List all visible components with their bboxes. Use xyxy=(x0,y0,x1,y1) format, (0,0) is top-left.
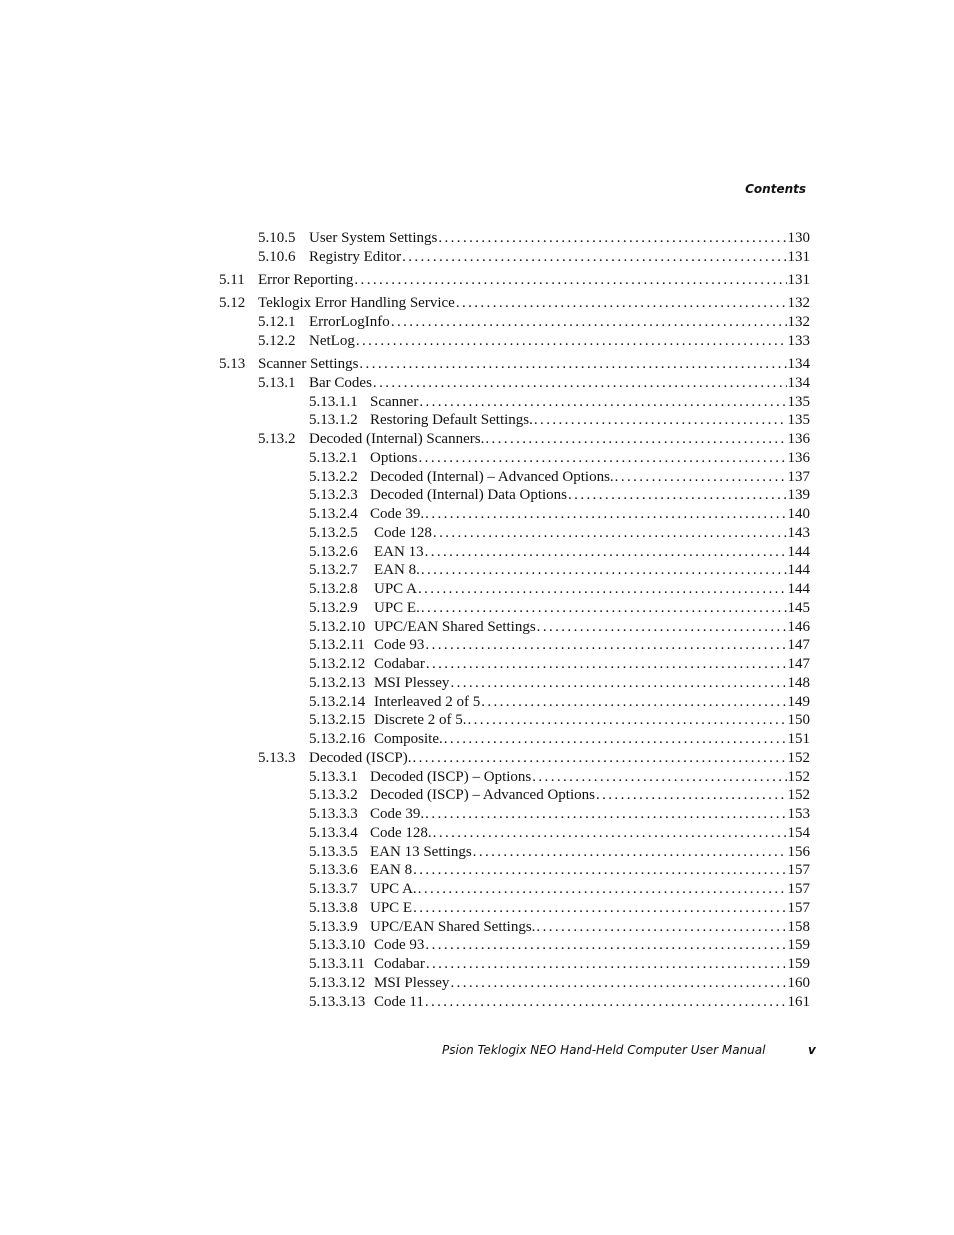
toc-entry-number: 5.13.3 xyxy=(258,750,296,766)
toc-entry-page: 132 xyxy=(787,295,810,311)
toc-entry[interactable] xyxy=(258,375,810,395)
toc-entry[interactable] xyxy=(309,731,810,751)
toc-entry-title: Code 128. xyxy=(370,825,432,841)
toc-dot-leader xyxy=(481,694,786,711)
toc-entry[interactable] xyxy=(309,544,810,564)
toc-entry-number: 5.13.2.15 xyxy=(309,712,366,728)
toc-entry-page: 140 xyxy=(787,506,810,522)
toc-entry-title: UPC A xyxy=(374,581,417,597)
toc-entry-page: 130 xyxy=(787,230,810,246)
toc-dot-leader xyxy=(450,675,786,692)
toc-entry[interactable] xyxy=(309,506,810,526)
toc-entry-page: 144 xyxy=(787,544,810,560)
toc-entry-number: 5.13.3.11 xyxy=(309,956,365,972)
toc-entry-title: EAN 8. xyxy=(374,562,420,578)
toc-dot-leader xyxy=(444,731,787,748)
toc-dot-leader xyxy=(615,469,787,486)
toc-dot-leader xyxy=(359,356,786,373)
toc-entry-title: Decoded (ISCP) – Options xyxy=(370,769,532,785)
toc-dot-leader xyxy=(485,431,786,448)
toc-entry[interactable] xyxy=(309,581,810,601)
toc-dot-leader xyxy=(426,656,787,673)
toc-dot-leader xyxy=(425,994,787,1011)
toc-entry[interactable] xyxy=(309,937,810,957)
toc-entry-title: Decoded (Internal) Scanners. xyxy=(309,431,485,447)
toc-entry-page: 132 xyxy=(787,314,810,330)
toc-entry-number: 5.13 xyxy=(219,356,246,372)
toc-entry-title: Scanner Settings xyxy=(258,356,359,372)
toc-entry-page: 157 xyxy=(787,900,810,916)
toc-dot-leader xyxy=(419,394,786,411)
toc-dot-leader xyxy=(467,712,786,729)
toc-entry-page: 147 xyxy=(787,637,810,653)
toc-entry-title: EAN 8 xyxy=(370,862,413,878)
toc-entry-title: UPC E. xyxy=(374,600,420,616)
toc-entry[interactable] xyxy=(309,787,810,807)
toc-entry-page: 144 xyxy=(787,562,810,578)
toc-entry-page: 136 xyxy=(787,431,810,447)
toc-entry-title: Decoded (Internal) Data Options xyxy=(370,487,568,503)
toc-entry-title: Code 93 xyxy=(374,637,425,653)
toc-entry-number: 5.13.2.16 xyxy=(309,731,366,747)
toc-entry-page: 157 xyxy=(787,881,810,897)
toc-entry-page: 148 xyxy=(787,675,810,691)
toc-entry[interactable] xyxy=(258,431,810,451)
toc-entry-number: 5.11 xyxy=(219,272,245,288)
toc-entry-page: 133 xyxy=(787,333,810,349)
toc-entry-title: Code 39. xyxy=(370,506,425,522)
toc-entry-number: 5.13.3.5 xyxy=(309,844,358,860)
toc-entry-title: MSI Plessey xyxy=(374,675,450,691)
toc-entry-page: 139 xyxy=(787,487,810,503)
toc-dot-leader xyxy=(425,544,787,561)
toc-entry[interactable] xyxy=(309,825,810,845)
toc-entry[interactable] xyxy=(258,333,810,353)
toc-entry-number: 5.13.2.1 xyxy=(309,450,358,466)
toc-dot-leader xyxy=(418,881,787,898)
toc-entry-number: 5.13.2.8 xyxy=(309,581,358,597)
toc-dot-leader xyxy=(433,825,787,842)
toc-entry-number: 5.13.3.1 xyxy=(309,769,358,785)
toc-entry[interactable] xyxy=(258,249,810,269)
toc-dot-leader xyxy=(456,295,787,312)
toc-dot-leader xyxy=(402,249,786,266)
toc-entry-page: 159 xyxy=(787,956,810,972)
toc-entry[interactable] xyxy=(309,525,810,545)
toc-dot-leader xyxy=(450,975,786,992)
toc-entry-page: 149 xyxy=(787,694,810,710)
toc-entry[interactable] xyxy=(309,637,810,657)
toc-entry-page: 134 xyxy=(787,356,810,372)
toc-entry-title: EAN 13 xyxy=(374,544,424,560)
toc-dot-leader xyxy=(537,619,787,636)
toc-entry-page: 135 xyxy=(787,394,810,410)
toc-entry-title: UPC E xyxy=(370,900,413,916)
toc-entry-page: 144 xyxy=(787,581,810,597)
toc-entry-number: 5.13.2.14 xyxy=(309,694,366,710)
toc-entry[interactable] xyxy=(309,806,810,826)
toc-entry-title: Scanner xyxy=(370,394,419,410)
toc-entry-page: 158 xyxy=(787,919,810,935)
toc-entry-number: 5.13.2.5 xyxy=(309,525,358,541)
toc-entry[interactable] xyxy=(258,750,810,770)
toc-entry-title: Code 93 xyxy=(374,937,425,953)
toc-entry[interactable] xyxy=(309,656,810,676)
toc-dot-leader xyxy=(419,450,787,467)
toc-dot-leader xyxy=(356,333,787,350)
toc-dot-leader xyxy=(354,272,786,289)
footer-page-number: v xyxy=(808,1043,816,1057)
toc-entry[interactable] xyxy=(309,712,810,732)
toc-entry-title: Interleaved 2 of 5 xyxy=(374,694,481,710)
toc-entry-title: NetLog xyxy=(309,333,355,349)
toc-dot-leader xyxy=(596,787,787,804)
toc-dot-leader xyxy=(421,600,787,617)
toc-entry-page: 160 xyxy=(787,975,810,991)
toc-entry-page: 145 xyxy=(787,600,810,616)
toc-entry-page: 156 xyxy=(787,844,810,860)
toc-entry-title: User System Settings xyxy=(309,230,438,246)
toc-entry-title: Teklogix Error Handling Service xyxy=(258,295,455,311)
toc-entry-number: 5.12.2 xyxy=(258,333,296,349)
toc-entry-number: 5.13.2.4 xyxy=(309,506,358,522)
toc-entry-title: Restoring Default Settings. xyxy=(370,412,533,428)
toc-entry-title: ErrorLogInfo xyxy=(309,314,390,330)
toc-dot-leader xyxy=(412,750,786,767)
toc-entry[interactable] xyxy=(258,230,810,250)
toc-entry[interactable] xyxy=(309,394,810,414)
toc-entry-number: 5.13.3.13 xyxy=(309,994,366,1010)
toc-entry-page: 153 xyxy=(787,806,810,822)
toc-entry-number: 5.10.6 xyxy=(258,249,296,265)
toc-dot-leader xyxy=(433,525,787,542)
toc-dot-leader xyxy=(413,900,786,917)
toc-entry-number: 5.13.2.2 xyxy=(309,469,358,485)
toc-entry[interactable] xyxy=(309,956,810,976)
toc-dot-leader xyxy=(473,844,787,861)
toc-entry-number: 5.13.2.11 xyxy=(309,637,365,653)
toc-entry-page: 150 xyxy=(787,712,810,728)
toc-entry-number: 5.13.3.9 xyxy=(309,919,358,935)
toc-dot-leader xyxy=(534,412,787,429)
toc-entry-page: 136 xyxy=(787,450,810,466)
toc-entry-number: 5.13.2.7 xyxy=(309,562,358,578)
toc-entry-number: 5.13.2.13 xyxy=(309,675,366,691)
toc-entry[interactable] xyxy=(309,675,810,695)
toc-entry[interactable] xyxy=(309,562,810,582)
toc-dot-leader xyxy=(425,937,786,954)
toc-entry[interactable] xyxy=(309,412,810,432)
toc-entry-title: Code 11 xyxy=(374,994,424,1010)
toc-entry[interactable] xyxy=(309,862,810,882)
toc-entry-title: Bar Codes xyxy=(309,375,372,391)
toc-entry[interactable] xyxy=(309,844,810,864)
toc-entry-number: 5.13.3.3 xyxy=(309,806,358,822)
toc-entry-title: UPC/EAN Shared Settings xyxy=(374,619,536,635)
toc-entry-page: 131 xyxy=(787,272,810,288)
toc-entry-number: 5.13.2 xyxy=(258,431,296,447)
toc-dot-leader xyxy=(425,637,786,654)
footer-manual-title: Psion Teklogix NEO Hand-Held Computer User Manual xyxy=(442,1043,766,1057)
toc-dot-leader xyxy=(438,230,786,247)
toc-entry-title: Error Reporting xyxy=(258,272,354,288)
toc-entry-page: 157 xyxy=(787,862,810,878)
toc-entry-title: Decoded (ISCP). xyxy=(309,750,412,766)
toc-entry-page: 131 xyxy=(787,249,810,265)
toc-entry-title: EAN 13 Settings xyxy=(370,844,472,860)
toc-entry-title: Decoded (ISCP) – Advanced Options xyxy=(370,787,595,803)
toc-entry-number: 5.13.2.12 xyxy=(309,656,366,672)
toc-entry-title: Code 39. xyxy=(370,806,425,822)
toc-entry-number: 5.13.2.3 xyxy=(309,487,358,503)
toc-dot-leader xyxy=(536,919,786,936)
toc-entry-number: 5.12.1 xyxy=(258,314,296,330)
toc-entry-number: 5.13.3.2 xyxy=(309,787,358,803)
toc-entry-title: UPC A. xyxy=(370,881,417,897)
toc-entry-title: UPC/EAN Shared Settings. xyxy=(370,919,536,935)
toc-dot-leader xyxy=(426,956,787,973)
toc-entry-page: 135 xyxy=(787,412,810,428)
toc-dot-leader xyxy=(373,375,787,392)
running-header: Contents xyxy=(745,182,806,196)
toc-entry-number: 5.13.3.10 xyxy=(309,937,366,953)
toc-entry-number: 5.12 xyxy=(219,295,246,311)
toc-entry-title: Discrete 2 of 5. xyxy=(374,712,467,728)
toc-entry[interactable] xyxy=(258,314,810,334)
toc-entry-title: Code 128 xyxy=(374,525,432,541)
toc-dot-leader xyxy=(568,487,786,504)
toc-entry-page: 146 xyxy=(787,619,810,635)
toc-entry-number: 5.13.1.2 xyxy=(309,412,358,428)
toc-entry[interactable] xyxy=(309,469,810,489)
toc-entry-page: 134 xyxy=(787,375,810,391)
toc-entry-number: 5.13.3.7 xyxy=(309,881,358,897)
toc-entry-page: 161 xyxy=(787,994,810,1010)
toc-dot-leader xyxy=(421,562,787,579)
toc-dot-leader xyxy=(532,769,786,786)
toc-entry-number: 5.13.3.12 xyxy=(309,975,366,991)
toc-entry-page: 151 xyxy=(787,731,810,747)
toc-entry[interactable] xyxy=(219,356,810,376)
toc-entry[interactable] xyxy=(309,975,810,995)
toc-entry-number: 5.13.2.10 xyxy=(309,619,366,635)
toc-dot-leader xyxy=(418,581,787,598)
toc-entry-page: 147 xyxy=(787,656,810,672)
toc-entry[interactable] xyxy=(219,272,810,292)
toc-entry-number: 5.13.1 xyxy=(258,375,296,391)
toc-entry[interactable] xyxy=(309,994,810,1014)
toc-entry[interactable] xyxy=(309,694,810,714)
toc-entry-number: 5.13.1.1 xyxy=(309,394,358,410)
toc-entry-title: Registry Editor xyxy=(309,249,402,265)
toc-entry-title: MSI Plessey xyxy=(374,975,450,991)
toc-dot-leader xyxy=(413,862,786,879)
toc-entry-number: 5.13.2.9 xyxy=(309,600,358,616)
toc-entry-page: 154 xyxy=(787,825,810,841)
toc-entry-number: 5.13.3.8 xyxy=(309,900,358,916)
toc-entry-page: 152 xyxy=(787,769,810,785)
toc-entry-number: 5.13.2.6 xyxy=(309,544,358,560)
toc-entry[interactable] xyxy=(309,619,810,639)
toc-dot-leader xyxy=(425,506,786,523)
toc-entry-page: 137 xyxy=(787,469,810,485)
toc-entry[interactable] xyxy=(309,919,810,939)
toc-entry-page: 143 xyxy=(787,525,810,541)
toc-entry-number: 5.13.3.4 xyxy=(309,825,358,841)
toc-entry[interactable] xyxy=(309,881,810,901)
toc-entry-number: 5.13.3.6 xyxy=(309,862,358,878)
toc-entry-page: 152 xyxy=(787,787,810,803)
toc-entry-title: Composite. xyxy=(374,731,443,747)
toc-entry[interactable] xyxy=(309,450,810,470)
toc-entry[interactable] xyxy=(219,295,810,315)
toc-entry-page: 159 xyxy=(787,937,810,953)
toc-entry-number: 5.10.5 xyxy=(258,230,296,246)
toc-dot-leader xyxy=(425,806,786,823)
toc-entry[interactable] xyxy=(309,487,810,507)
toc-entry[interactable] xyxy=(309,600,810,620)
toc-entry-title: Decoded (Internal) – Advanced Options. xyxy=(370,469,614,485)
toc-entry-page: 152 xyxy=(787,750,810,766)
toc-dot-leader xyxy=(391,314,787,331)
toc-entry-title: Options xyxy=(370,450,418,466)
toc-entry-title: Codabar xyxy=(374,656,425,672)
toc-entry[interactable] xyxy=(309,769,810,789)
toc-entry-title: Codabar xyxy=(374,956,425,972)
toc-entry[interactable] xyxy=(309,900,810,920)
